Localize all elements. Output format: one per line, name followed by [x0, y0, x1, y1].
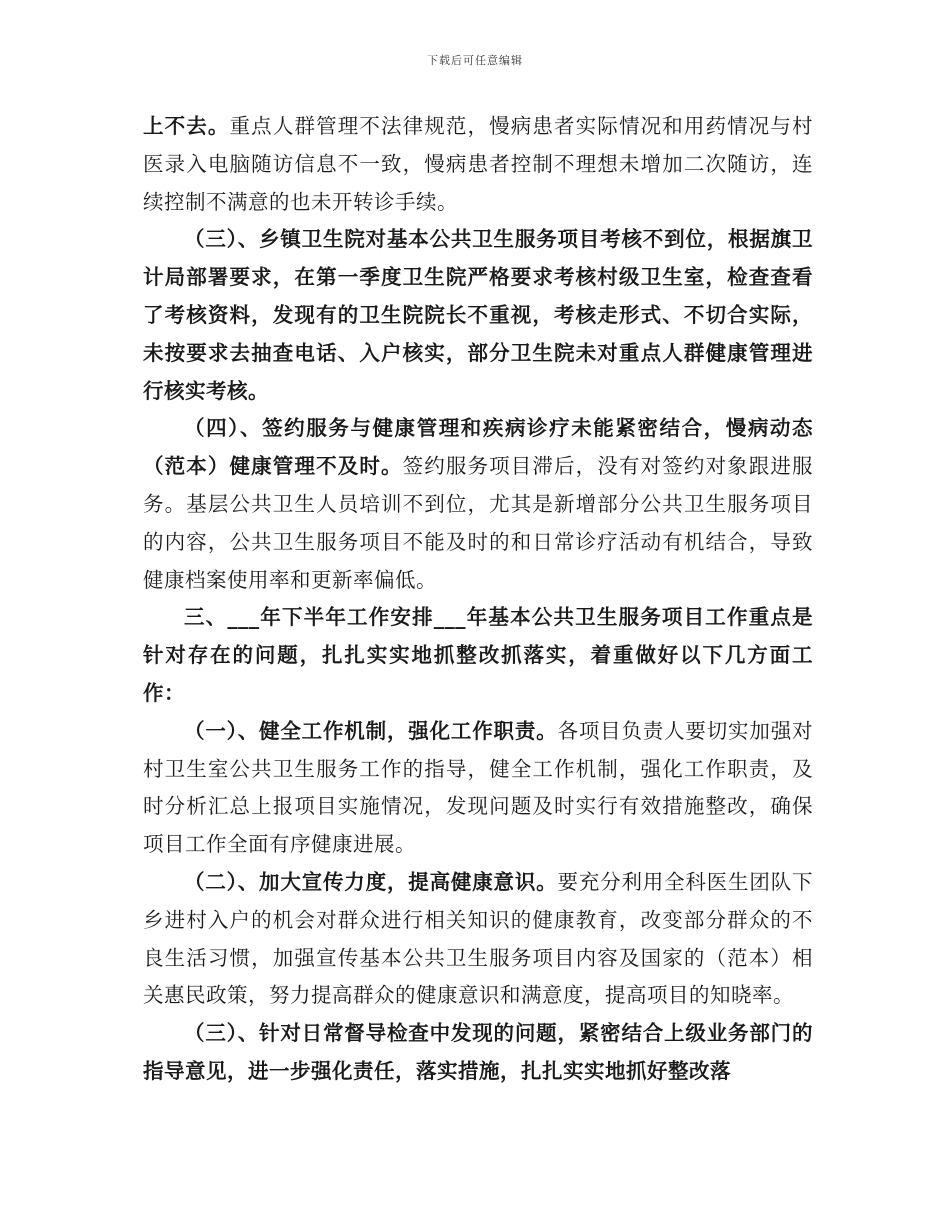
paragraph-continuation — [143, 108, 813, 221]
paragraph-bold-lead: （四）、签约服务与健康管理和疾病诊疗未能紧密结合，慢病动态（范本）健康管理不及时。 — [143, 416, 813, 479]
paragraph-section-3 — [143, 221, 813, 410]
paragraph-item-1 — [143, 713, 813, 864]
paragraph-bold-lead: （二）、加大宣传力度，提高健康意识。 — [184, 869, 558, 894]
paragraph-text: 要充分利用全科医生团队下乡进村入户的机会对群众进行相关知识的健康教育，改变部分群众的不良生活习惯，加强宣传基本公共卫生服务项目内容及国家的（范本）相关惠民政策，努力提高群众的健康意识和满意度，提高项目的知晓率。 — [143, 869, 814, 1008]
paragraph-text: 重点人群管理不法律规范，慢病患者实际情况和用药情况与村医录入电脑随访信息不一致，慢病患者控制不理想未增加二次随访，连续控制不满意的也未开转诊手续。 — [143, 114, 814, 214]
paragraph-bold-lead: （三）、针对日常督导检查中发现的问题，紧密结合上级业务部门的指导意见，进一步强化责任，落实措施，扎扎实实地抓好整改落 — [143, 1021, 813, 1083]
paragraph-text: 各项目负责人要切实加强对村卫生室公共卫生服务工作的指导，健全工作机制，强化工作职责，及时分析汇总上报项目实施情况，发现问题及时实行有效措施整改，确保项目工作全面有序健康进展。 — [143, 718, 814, 857]
page-header: 下载后可任意编辑 — [427, 54, 523, 67]
paragraph-bold-lead: （三）、乡镇卫生院对基本公共卫生服务项目考核不到位，根据旗卫计局部署要求，在第一季度卫生院严格要求考核村级卫生室，检查查看了考核资料，发现有的卫生院院长不重视，考核走形式、不切合实际，未按要求去抽查电话、入户核实，部分卫生院未对重点人群健康管理进行核实考核。 — [143, 227, 813, 403]
paragraph-bold-lead: 上不去。 — [143, 114, 230, 138]
paragraph-bold-lead: （一）、健全工作机制，强化工作职责。 — [184, 718, 558, 743]
paragraph-heading-part-3 — [143, 599, 813, 712]
paragraph-item-3 — [143, 1015, 813, 1091]
paragraph-item-2 — [143, 864, 813, 1015]
document-body — [143, 108, 813, 1091]
paragraph-section-4 — [143, 410, 813, 599]
paragraph-text: 签约服务项目滞后，没有对签约对象跟进服务。基层公共卫生人员培训不到位，尤其是新增部分公共卫生服务项目的内容，公共卫生服务项目不能及时的和日常诊疗活动有机结合，导致健康档案使用率和更新率偏低。 — [143, 454, 814, 592]
paragraph-bold-lead: 三、___年下半年工作安排___年基本公共卫生服务项目工作重点是针对存在的问题，扎扎实实地抓整改抓落实，着重做好以下几方面工作： — [143, 605, 813, 705]
